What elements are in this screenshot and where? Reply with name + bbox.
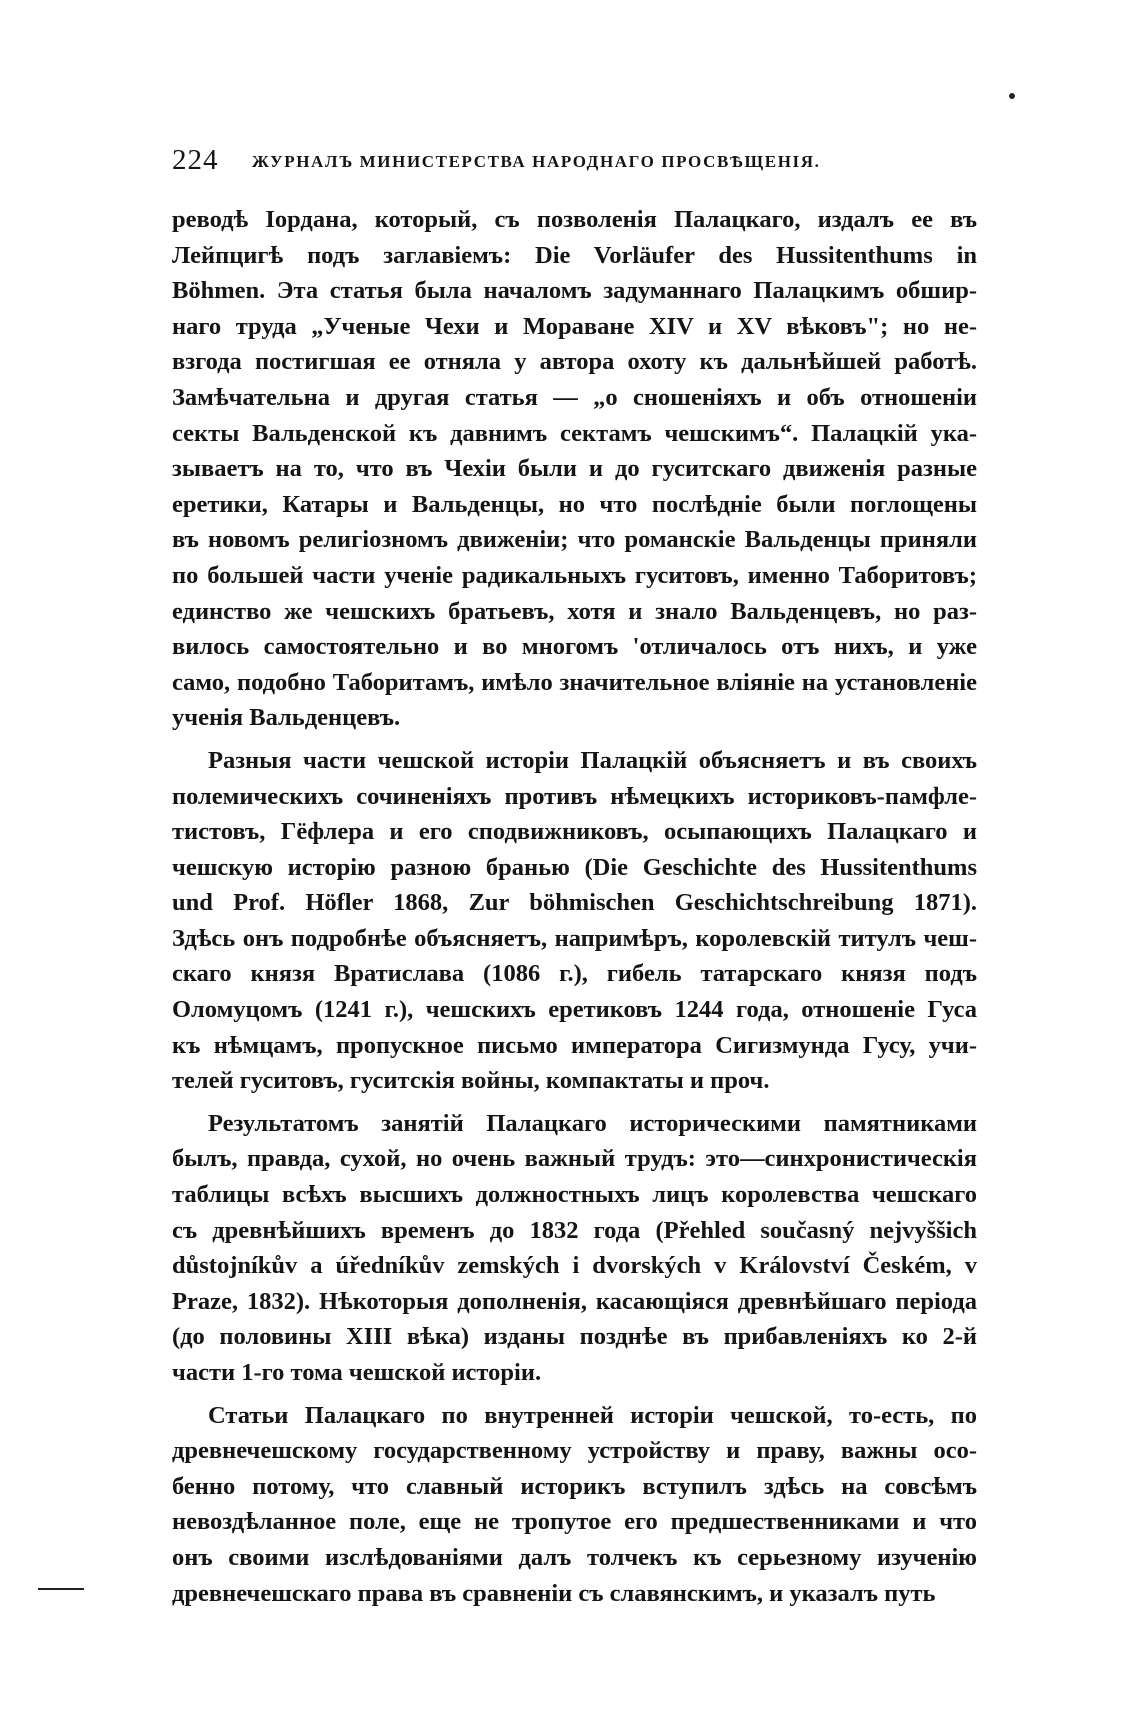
text-line: къ нѣмцамъ, пропускное письмо императора Сигизмунда Гусу, учи-: [172, 1031, 977, 1059]
page-header: [172, 144, 972, 184]
text-line: (до половины XIII вѣка) изданы позднѣе въ прибавленіяхъ ко 2-й: [172, 1323, 977, 1351]
text-line: Оломуцомъ (1241 г.), чешскихъ еретиковъ 1244 года, отношеніе Гуса: [172, 996, 977, 1024]
text-line: былъ, правда, сухой, но очень важный трудъ: это—синхронистическія: [172, 1145, 977, 1173]
page-number: 224: [172, 144, 219, 176]
margin-dash: [38, 1588, 84, 1590]
paragraph: [172, 1106, 977, 1391]
text-line: взгода постигшая ее отняла у автора охоту къ дальнѣйшей работѣ.: [172, 348, 977, 376]
text-line: секты Вальденской къ давнимъ сектамъ чешскимъ“. Палацкій ука-: [172, 419, 977, 447]
text-line: тистовъ, Гёфлера и его сподвижниковъ, осыпающихъ Палацкаго и: [172, 818, 977, 846]
paragraph-gap: [172, 1391, 977, 1398]
text-line: единство же чешскихъ братьевъ, хотя и знало Вальденцевъ, но раз-: [172, 597, 977, 625]
text-line: древнечешскаго права въ сравненіи съ славянскимъ, и указалъ путь: [172, 1579, 936, 1607]
text-line: Praze, 1832). Нѣкоторыя дополненія, касающіяся древнѣйшаго періода: [172, 1287, 977, 1315]
text-line: части 1-го тома чешской исторіи.: [172, 1359, 542, 1386]
text-line: реводѣ Іордана, который, съ позволенія Палацкаго, издалъ ее въ: [172, 206, 977, 233]
text-line: Статьи Палацкаго по внутренней исторіи чешской, то-есть, по: [208, 1401, 977, 1429]
text-line: по большей части ученіе радикальныхъ гуситовъ, именно Таборитовъ;: [172, 561, 977, 589]
text-line: důstojníkův a úředníkův zemských i dvorských v Království Českém, v: [172, 1252, 977, 1280]
text-line: Разныя части чешской исторіи Палацкій объясняетъ и въ своихъ: [208, 746, 977, 774]
text-line: бенно потому, что славный историкъ вступилъ здѣсь на совсѣмъ: [172, 1472, 977, 1500]
text-line: чешскую исторію разною бранью (Die Geschichte des Hussitenthums: [172, 853, 977, 881]
text-line: Результатомъ занятій Палацкаго историческими памятниками: [208, 1109, 977, 1137]
text-line: еретики, Катары и Вальденцы, но что послѣдніе были поглощены: [172, 490, 977, 518]
text-line: Лейпцигѣ подъ заглавіемъ: Die Vorläufer des Hussitenthums in: [172, 241, 977, 269]
running-title: ЖУРНАЛЪ МИНИСТЕРСТВА НАРОДНАГО ПРОСВѢЩЕНІЯ.: [252, 152, 821, 171]
ink-speck: [1009, 93, 1015, 99]
text-line: зываетъ на то, что въ Чехіи были и до гуситскаго движенія разные: [172, 455, 977, 483]
text-line: невоздѣланное поле, еще не тропутое его предшественниками и что: [172, 1508, 977, 1536]
text-line: съ древнѣйшихъ временъ до 1832 года (Přehled současný nejvyššich: [172, 1216, 977, 1244]
body-text: [172, 202, 977, 1611]
text-line: Замѣчательна и другая статья — „о сношеніяхъ и объ отношеніи: [172, 383, 977, 411]
text-line: Böhmen. Эта статья была началомъ задуманнаго Палацкимъ обшир-: [172, 277, 977, 305]
text-line: древнечешскому государственному устройству и праву, важны осо-: [172, 1437, 977, 1465]
paragraph-gap: [172, 1099, 977, 1106]
text-line: вилось самостоятельно и во многомъ 'отличалось отъ нихъ, и уже: [172, 633, 977, 661]
text-line: наго труда „Ученые Чехи и Мораване XIV и XV вѣковъ"; но не-: [172, 312, 977, 340]
text-line: въ новомъ религіозномъ движеніи; что романскіе Вальденцы приняли: [172, 526, 977, 554]
text-line: und Prof. Höfler 1868, Zur böhmischen Geschichtschreibung 1871).: [172, 889, 977, 917]
paragraph: [172, 743, 977, 1099]
text-line: ученія Вальденцевъ.: [172, 704, 401, 732]
text-line: телей гуситовъ, гуситскія войны, компактаты и проч.: [172, 1067, 770, 1095]
text-line: скаго князя Вратислава (1086 г.), гибель татарскаго князя подъ: [172, 960, 977, 988]
text-line: таблицы всѣхъ высшихъ должностныхъ лицъ королевства чешскаго: [172, 1181, 977, 1209]
text-line: само, подобно Таборитамъ, имѣло значительное вліяніе на установленіе: [172, 668, 977, 696]
text-line: полемическихъ сочиненіяхъ противъ нѣмецкихъ историковъ-памфле-: [172, 782, 977, 810]
text-line: онъ своими изслѣдованіями далъ толчекъ къ серьезному изученію: [172, 1543, 977, 1571]
paragraph-gap: [172, 736, 977, 743]
paragraph: [172, 202, 977, 736]
paragraph: [172, 1398, 977, 1612]
text-line: Здѣсь онъ подробнѣе объясняетъ, напримѣръ, королевскій титулъ чеш-: [172, 924, 977, 952]
